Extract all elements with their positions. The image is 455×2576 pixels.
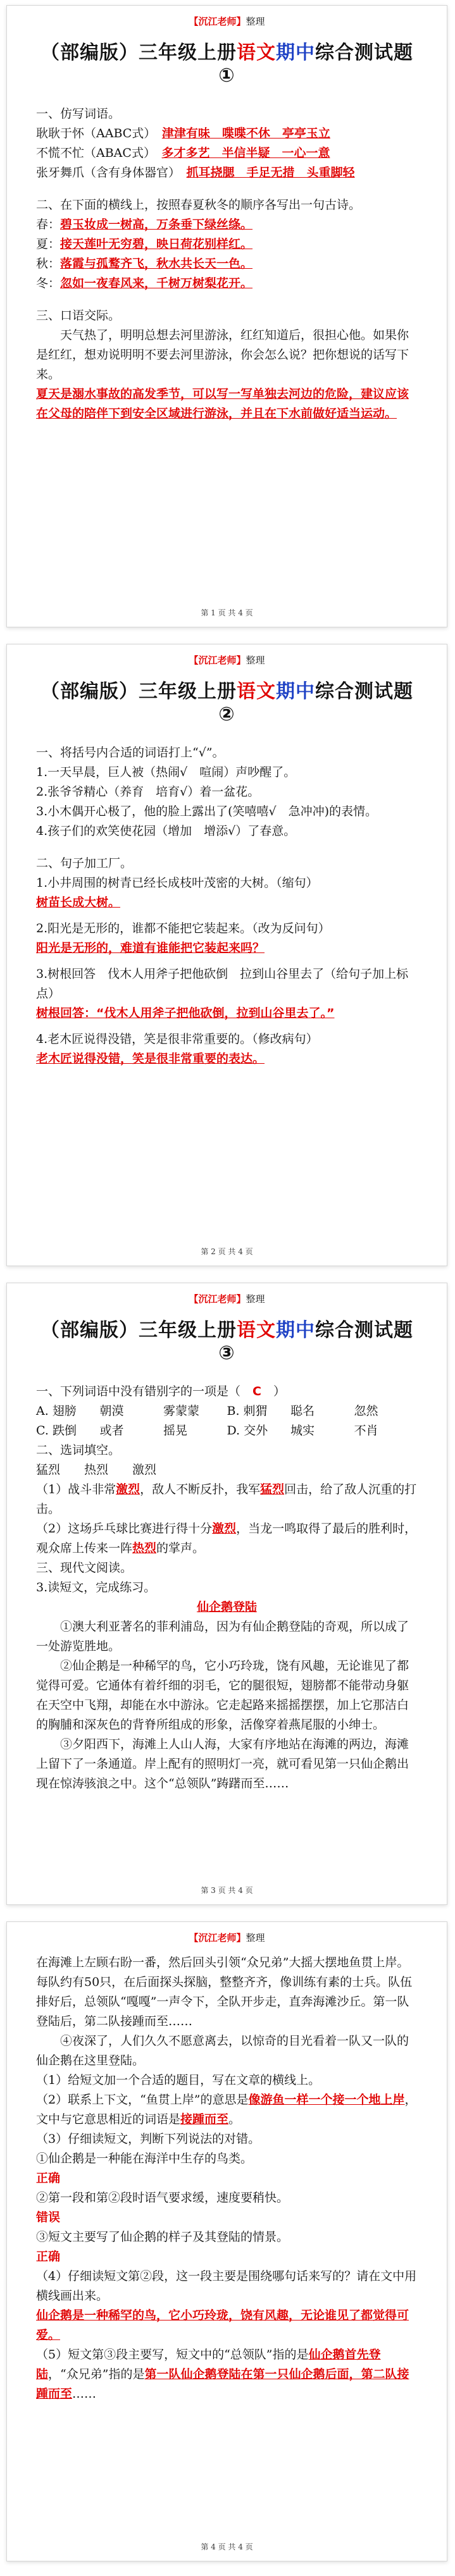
page-tag: 【沉江老师】整理 [189, 655, 265, 666]
question-row: 耿耿于怀（AABC式） 津津有味 喋喋不休 亭亭玉立 [36, 126, 330, 140]
page-footer: 第 1 页 共 4 页 [201, 608, 253, 617]
answer: 激烈 [212, 1522, 237, 1536]
page-4 [6, 1921, 447, 2561]
question-row: （2）这场乒乓球比赛进行得十分激烈，当龙一鸣取得了最后的胜利时，观众席上传来一阵热烈的掌声。 [36, 1522, 417, 1555]
page-title: （部编版）三年级上册语文期中综合测试题① [41, 42, 413, 87]
answer: 正确 [36, 2250, 61, 2264]
page-2 [6, 644, 447, 1266]
page-title: （部编版）三年级上册语文期中综合测试题② [41, 681, 413, 725]
page-1 [6, 5, 447, 627]
poem-line: 夏：接天莲叶无穷碧，映日荷花别样红。 [36, 237, 253, 251]
answer: 碧玉妆成一树高，万条垂下绿丝绦。 [60, 218, 253, 231]
question-row: （4）仔细读短文第②段，这一段主要是围绕哪句话来写的？请在文中用横线画出来。 [36, 2269, 417, 2303]
poem-line: 冬：忽如一夜春风来，千树万树梨花开。 [36, 276, 253, 290]
story-paragraph: ④夜深了，人们久久不愿意离去，以惊奇的目光看着一队又一队的仙企鹅在这里登陆。 [36, 2034, 409, 2068]
answer: 抓耳挠腮 手足无措 头重脚轻 [186, 166, 355, 180]
answer: 猛烈 [260, 1482, 285, 1496]
page-tag: 【沉江老师】整理 [189, 1293, 265, 1305]
question-row: 1.小井周围的树青已经长成枝叶茂密的大树。（缩句） [36, 876, 318, 890]
page-tag: 【沉江老师】整理 [189, 16, 265, 27]
answer: 忽如一夜春风来，千树万树梨花开。 [60, 276, 253, 290]
page-title: （部编版）三年级上册语文期中综合测试题③ [41, 1319, 413, 1364]
answer: 夏天是溺水事故的高发季节，可以写一写单独去河边的危险，建议应该在父母的陪伴下到安全区域进行游泳，并且在下水前做好适当运动。 [36, 387, 409, 421]
judge-item: ①仙企鹅是一种能在海洋中生存的鸟类。 [36, 2152, 253, 2166]
section-heading: 三、现代文阅读。 [36, 1561, 133, 1575]
question-row: 3.树根回答 伐木人用斧子把他砍倒 拉到山谷里去了（给句子加上标点） [36, 967, 409, 1001]
question-row: （5）短文第③段主要写，短文中的“总领队”指的是仙企鹅首先登陆，“众兄弟”指的是第一队仙企鹅登陆在第一只仙企鹅后面，第二队接踵而至…… [36, 2348, 409, 2401]
question-row: （1）战斗非常激烈，敌人不断反扑，我军猛烈回击，给了敌人沉重的打击。 [36, 1482, 417, 1516]
answer: 仙企鹅是一种稀罕的鸟，它小巧玲珑，饶有风趣，无论谁见了都觉得可爱。 [36, 2308, 409, 2342]
question-row: 1.一天早晨，巨人被（热闹√ 喧闹）声吵醒了。 [36, 765, 296, 779]
answer: 多才多艺 半信半疑 一心一意 [161, 146, 330, 160]
story-paragraph: ①澳大利亚著名的菲利浦岛，因为有仙企鹅登陆的奇观，所以成了一处游览胜地。 [36, 1620, 409, 1653]
page-footer: 第 3 页 共 4 页 [201, 1886, 253, 1895]
question-row: （2）联系上下文，“鱼贯上岸”的意思是像游鱼一样一个接一个地上岸，文中与它意思相近的词语是接踵而至。 [36, 2093, 417, 2126]
question-row: （1）给短文加一个合适的题目，写在文章的横线上。 [36, 2073, 321, 2087]
answer: C [252, 1384, 261, 1398]
page-footer: 第 4 页 共 4 页 [201, 2542, 253, 2551]
question-row: 2.阳光是无形的，谁都不能把它装起来。（改为反问句） [36, 921, 330, 935]
story-paragraph: ③夕阳西下，海滩上人山人海，大家有序地站在海滩的两边，海滩上留下了一条通道。岸上配有的照明灯一亮，就可看见第一只仙企鹅出现在惊涛骇浪之中。这个“总领队”踌躇而至…… [36, 1737, 409, 1790]
story-paragraph: 在海滩上左顾右盼一番，然后回头引领“众兄弟”大摇大摆地鱼贯上岸。每队约有50只，在后面探头探脑，整整齐齐，像训练有素的士兵。队伍排好后，总领队“嘎嘎”一声令下，全队开步走，直奔海滩沙丘。第一队登陆后，第二队接踵而至…… [36, 1956, 413, 2028]
answer: 激烈 [116, 1482, 140, 1496]
story-title: 仙企鹅登陆 [196, 1600, 257, 1614]
question-row: 张牙舞爪（含有身体器官） 抓耳挠腮 手足无措 头重脚轻 [36, 166, 355, 180]
question-row: 3.小木偶开心极了，他的脸上露出了(笑嘻嘻√ 急冲冲)的表情。 [36, 804, 378, 818]
section-heading: 二、在下面的横线上，按照春夏秋冬的顺序各写出一句古诗。 [36, 198, 361, 212]
answer: 错误 [36, 2210, 61, 2224]
section-heading: 一、将括号内合适的词语打上“√”。 [36, 746, 225, 760]
section-heading: 一、下列词语中没有错别字的一项是（ C ） [36, 1384, 286, 1398]
section-heading: 三、口语交际。 [36, 309, 121, 323]
answer: 第一队仙企鹅登陆在第一只仙企鹅后面，第二队接踵而至 [36, 2367, 409, 2401]
story-paragraph: ②仙企鹅是一种稀罕的鸟，它小巧玲珑，饶有风趣，无论谁见了都觉得可爱。它通体有着纤细的羽毛，它的腿很短，翅膀都不能带动身躯在天空中飞翔，却能在水中游泳。它走起路来摇摇摆摆，加上它那洁白的胸脯和深灰色的背脊所组成的形象，活像穿着燕尾服的小绅士。 [36, 1659, 409, 1732]
question-row: 不慌不忙（ABAC式） 多才多艺 半信半疑 一心一意 [36, 146, 330, 160]
question-row: 2.张爷爷精心（养育 培育√）着一盆花。 [36, 785, 260, 799]
page-tag: 【沉江老师】整理 [189, 1932, 265, 1944]
section-heading: 二、选词填空。 [36, 1443, 121, 1457]
option-row: A. 翅膀 朝漠 雾蒙蒙 B. 刺猬 聪名 忽然 [36, 1404, 378, 1418]
word-bank: 猛烈 热烈 激烈 [36, 1463, 157, 1477]
answer: 像游鱼一样一个接一个地上岸 [248, 2093, 405, 2107]
page-footer: 第 2 页 共 4 页 [201, 1247, 253, 1256]
answer: 津津有味 喋喋不休 亭亭玉立 [161, 126, 330, 140]
question-text: 天气热了，明明总想去河里游泳，红红知道后，很担心他。如果你是红红，想劝说明明不要去河里游泳，你会怎么说？把你想说的话写下来。 [36, 328, 409, 381]
option-row: C. 跌倒 或者 摇晃 D. 交外 城实 不肖 [36, 1424, 378, 1438]
judge-item: ②第一段和第②段时语气要求缓，速度要稍快。 [36, 2191, 289, 2205]
section-heading: 二、句子加工厂。 [36, 856, 133, 870]
question-row: 4.孩子们的欢笑使花园（增加 增添√）了春意。 [36, 824, 296, 838]
answer: 树根回答：“伐木人用斧子把他砍倒，拉到山谷里去了。” [36, 1006, 335, 1020]
poem-line: 春：碧玉妆成一树高，万条垂下绿丝绦。 [36, 218, 253, 231]
answer: 树苗长成大树。 [36, 896, 121, 909]
answer: 落霞与孤鹜齐飞，秋水共长天一色。 [60, 257, 253, 271]
answer: 仙企鹅首先登陆 [36, 2348, 381, 2381]
answer: 接天莲叶无穷碧，映日荷花别样红。 [60, 237, 253, 251]
answer: 老木匠说得没错，笑是很非常重要的表达。 [36, 1052, 265, 1066]
answer: 接踵而至 [180, 2112, 229, 2126]
answer: 正确 [36, 2171, 61, 2185]
judge-item: ③短文主要写了仙企鹅的样子及其登陆的情景。 [36, 2230, 289, 2244]
section-heading: 一、仿写词语。 [36, 107, 121, 121]
page-3 [6, 1283, 447, 1905]
poem-line: 秋：落霞与孤鹜齐飞，秋水共长天一色。 [36, 257, 253, 271]
answer: 热烈 [132, 1541, 157, 1555]
question-row: （3）仔细读短文，判断下列说法的对错。 [36, 2132, 261, 2146]
question-row: 4.老木匠说得没错，笑是很非常重要的。（修改病句） [36, 1032, 318, 1046]
answer: 阳光是无形的，难道有谁能把它装起来吗？ [36, 941, 265, 955]
question-row: 3.读短文，完成练习。 [36, 1581, 156, 1594]
